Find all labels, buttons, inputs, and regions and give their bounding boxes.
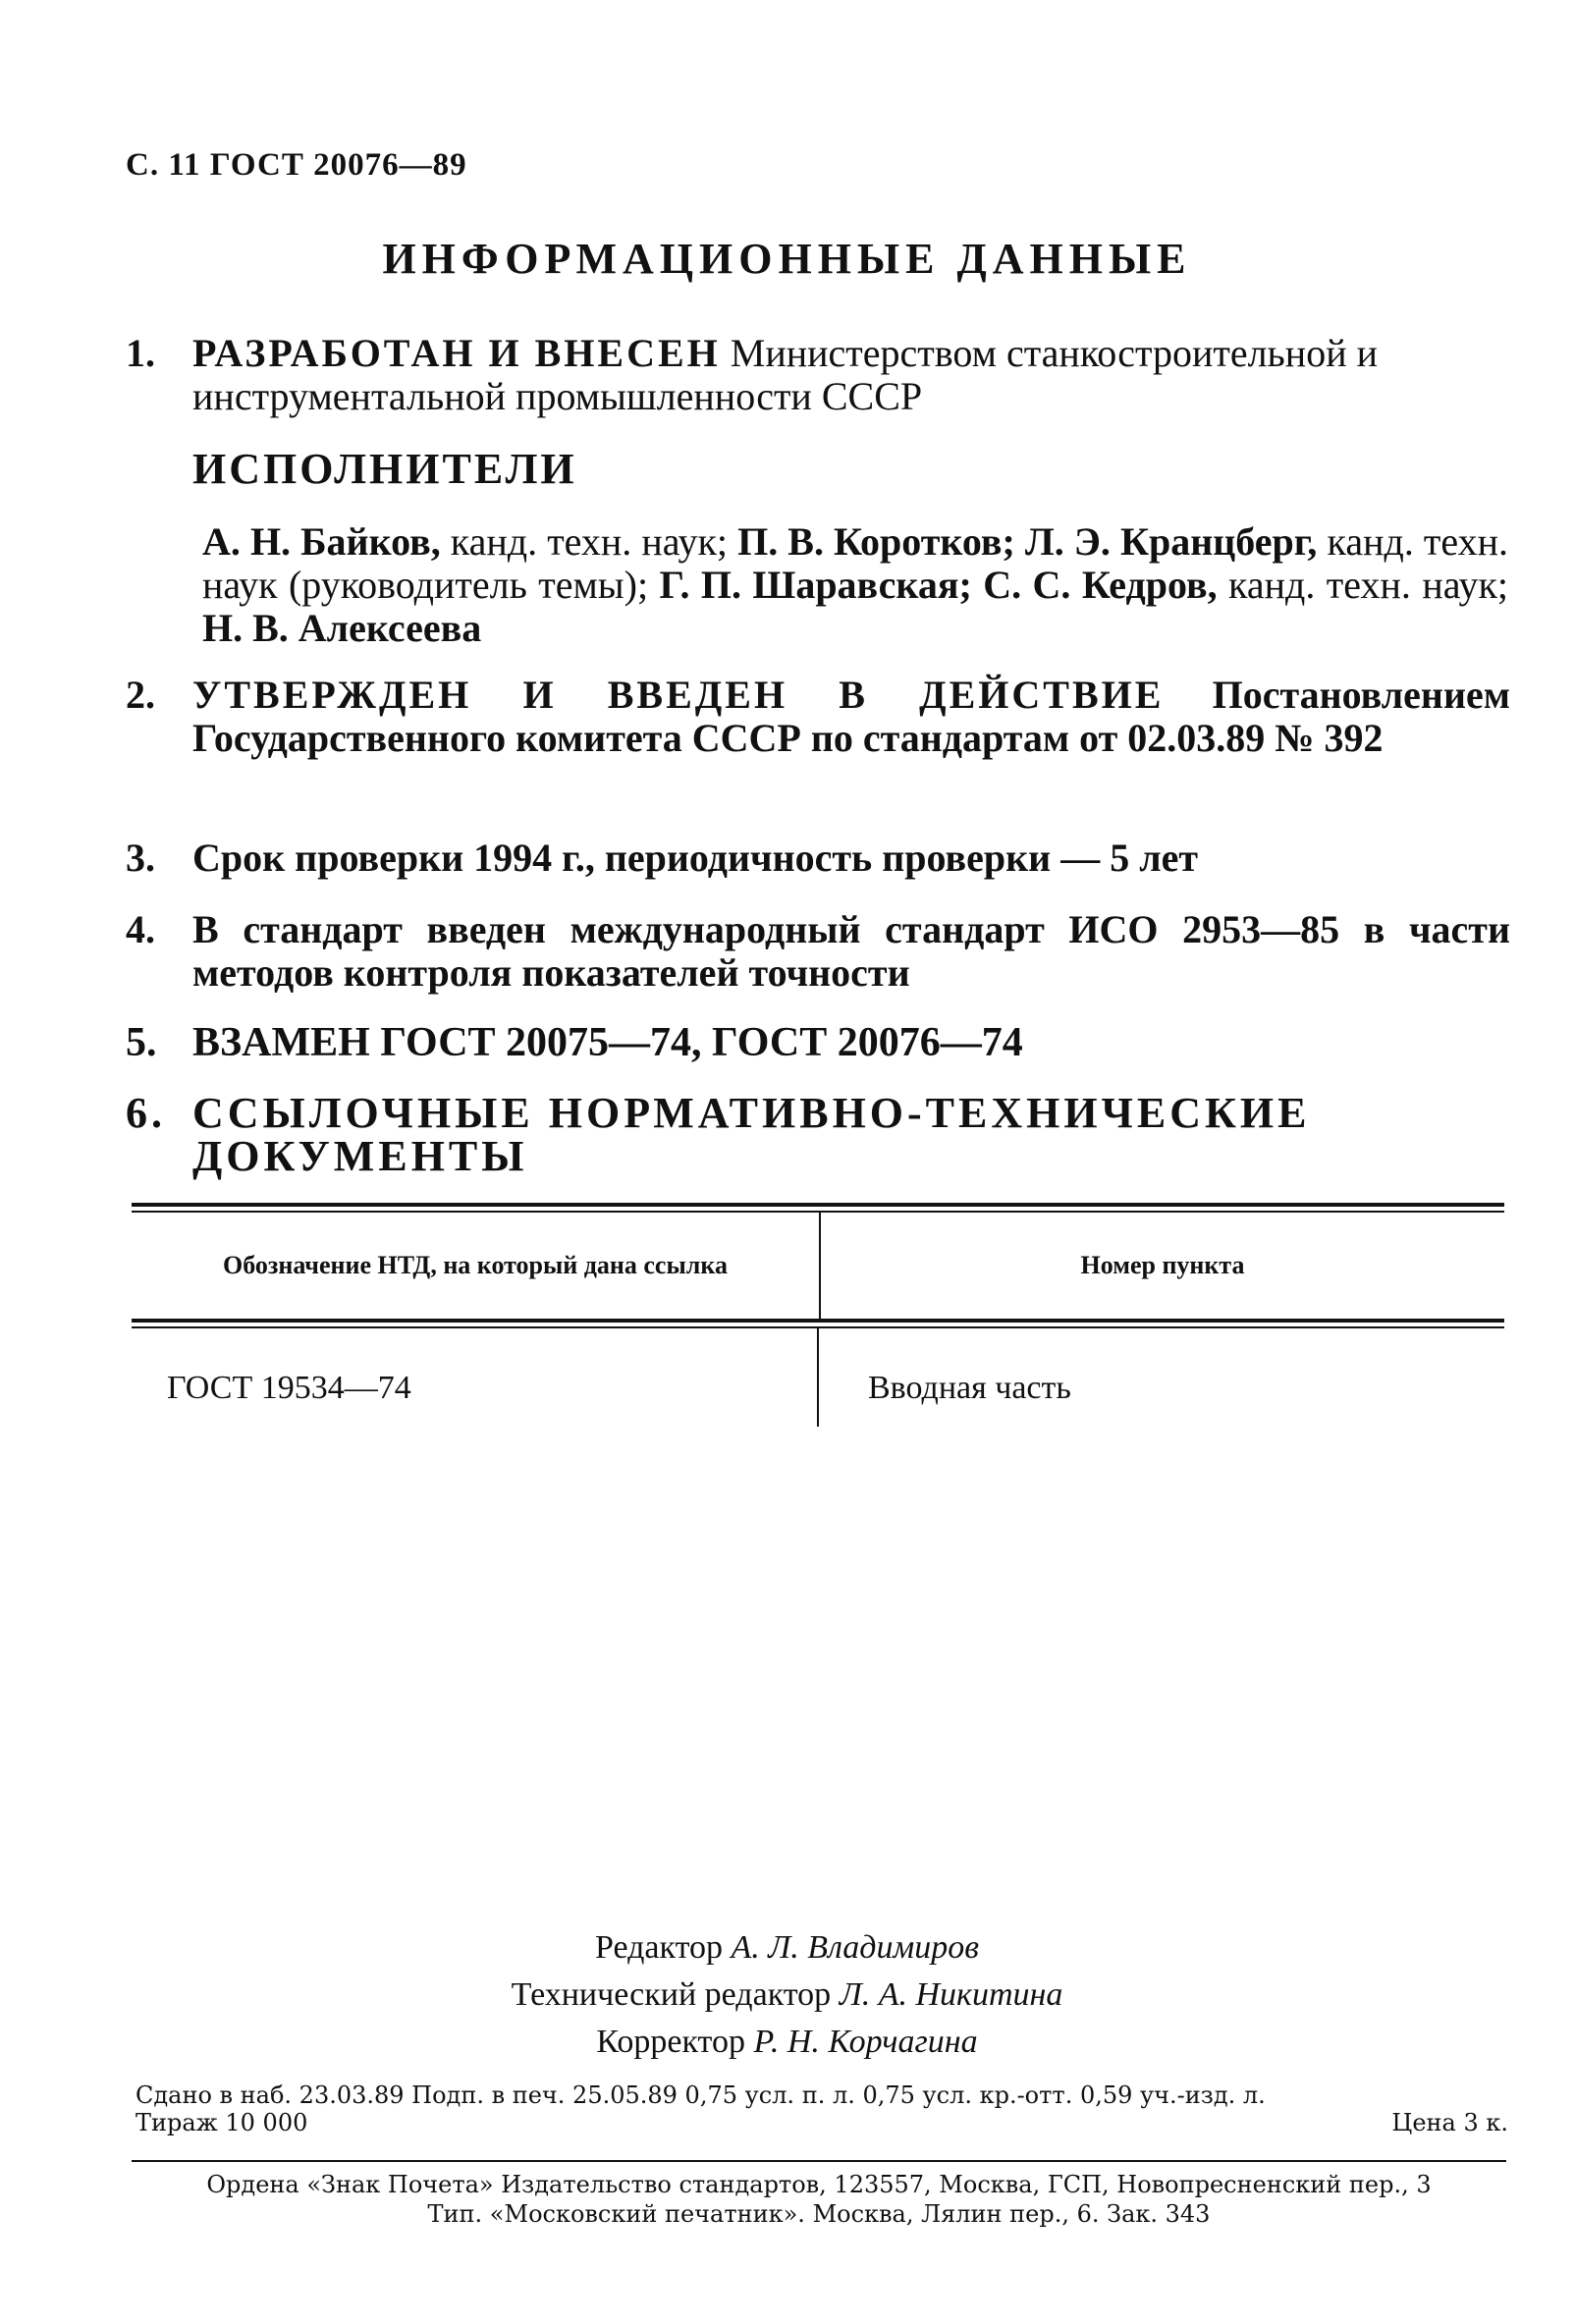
- credits: [0, 1924, 1574, 2066]
- editor-name: А. Л. Владимиров: [731, 1929, 979, 1966]
- item-text: В стандарт введен международный стандарт ИСО 2953—85 в части методов контроля показателей точности: [192, 907, 1510, 995]
- item-text: Министерством станкостроительной и инструментальной промышленности СССР: [192, 331, 1379, 418]
- performer-note: канд. техн. наук;: [440, 519, 738, 564]
- imprint-circulation: Тираж 10 000: [136, 2109, 308, 2136]
- table-header-row: [132, 1213, 1504, 1319]
- info-item-1: [126, 332, 1510, 418]
- item-lead: УТВЕРЖДЕН И ВВЕДЕН В ДЕЙСТВИЕ: [192, 673, 1165, 717]
- table-top-rule: [132, 1203, 1504, 1213]
- table-row: [132, 1328, 1504, 1427]
- item-lead: РАЗРАБОТАН И ВНЕСЕН: [192, 331, 721, 375]
- performer-name: Л. Э. Кранцберг,: [1024, 519, 1318, 564]
- page-title: ИНФОРМАЦИОННЫЕ ДАННЫЕ: [382, 235, 1192, 283]
- info-item-6: [126, 1089, 1510, 1180]
- item-text: Постановлением Государственного комитета СССР по стандартам от 02.03.89 № 392: [192, 673, 1511, 760]
- column-header-clause: Номер пункта: [1080, 1251, 1245, 1279]
- imprint-line-2: [136, 2109, 1508, 2136]
- item-number: 3.: [126, 836, 155, 880]
- item-text: Срок проверки 1994 г., периодичность проверки — 5 лет: [192, 836, 1199, 880]
- footer-rule: [132, 2160, 1506, 2162]
- performers-list: [202, 520, 1508, 650]
- item-number: 5.: [126, 1020, 157, 1065]
- info-item-3: [126, 837, 1510, 880]
- publisher-line-1: Ордена «Знак Почета» Издательство стандартов, 123557, Москва, ГСП, Новопресненский пер., 3: [206, 2171, 1432, 2198]
- imprint-price: Цена 3 к.: [1391, 2109, 1508, 2136]
- performer-note: канд. техн. наук (руководитель темы);: [202, 519, 1509, 607]
- item-text: ССЫЛОЧНЫЕ НОРМАТИВНО-ТЕХНИЧЕСКИЕ ДОКУМЕНТЫ: [192, 1089, 1311, 1180]
- item-number: 4.: [126, 907, 155, 951]
- editor-label: Редактор: [595, 1929, 723, 1966]
- performer-name: Г. П. Шаравская;: [659, 563, 972, 607]
- editor-line: [0, 1924, 1574, 1972]
- performer-note: [972, 563, 983, 607]
- tech-editor-label: Технический редактор: [511, 1976, 832, 2013]
- table-cell-clause: Вводная часть: [868, 1370, 1071, 1406]
- item-text: ВЗАМЕН ГОСТ 20075—74, ГОСТ 20076—74: [192, 1020, 1023, 1065]
- info-item-2: [126, 674, 1510, 760]
- imprint: [136, 2081, 1508, 2136]
- performer-name: Н. В. Алексеева: [202, 606, 482, 650]
- page-header: С. 11 ГОСТ 20076—89: [126, 147, 467, 183]
- performer-note: [1015, 519, 1025, 564]
- publisher-line-2: Тип. «Московский печатник». Москва, Лялин пер., 6. Зак. 343: [427, 2200, 1211, 2228]
- item-number: 6.: [126, 1089, 166, 1137]
- table-cell-document: ГОСТ 19534—74: [132, 1328, 819, 1427]
- info-item-5: [126, 1021, 1510, 1064]
- item-number: 1.: [126, 331, 155, 375]
- imprint-line-1: Сдано в наб. 23.03.89 Подп. в печ. 25.05.89 0,75 усл. п. л. 0,75 усл. кр.-отт. 0,59 уч.-изд. л.: [136, 2081, 1266, 2109]
- tech-editor-line: [0, 1972, 1574, 2019]
- corrector-line: [0, 2019, 1574, 2066]
- reference-table: [132, 1203, 1504, 1427]
- performer-note: канд. техн. наук;: [1217, 563, 1508, 607]
- info-item-4: [126, 908, 1510, 995]
- table-header-rule: [132, 1319, 1504, 1328]
- corrector-name: Р. Н. Корчагина: [753, 2024, 978, 2060]
- performers-heading: ИСПОЛНИТЕЛИ: [192, 445, 577, 493]
- performer-name: А. Н. Байков,: [202, 519, 441, 564]
- publisher-info: [132, 2170, 1506, 2229]
- tech-editor-name: Л. А. Никитина: [839, 1976, 1063, 2013]
- item-number: 2.: [126, 673, 155, 717]
- performer-name: П. В. Коротков;: [737, 519, 1015, 564]
- performer-name: С. С. Кедров,: [983, 563, 1218, 607]
- column-header-document: Обозначение НТД, на который дана ссылка: [132, 1213, 821, 1319]
- corrector-label: Корректор: [596, 2024, 745, 2060]
